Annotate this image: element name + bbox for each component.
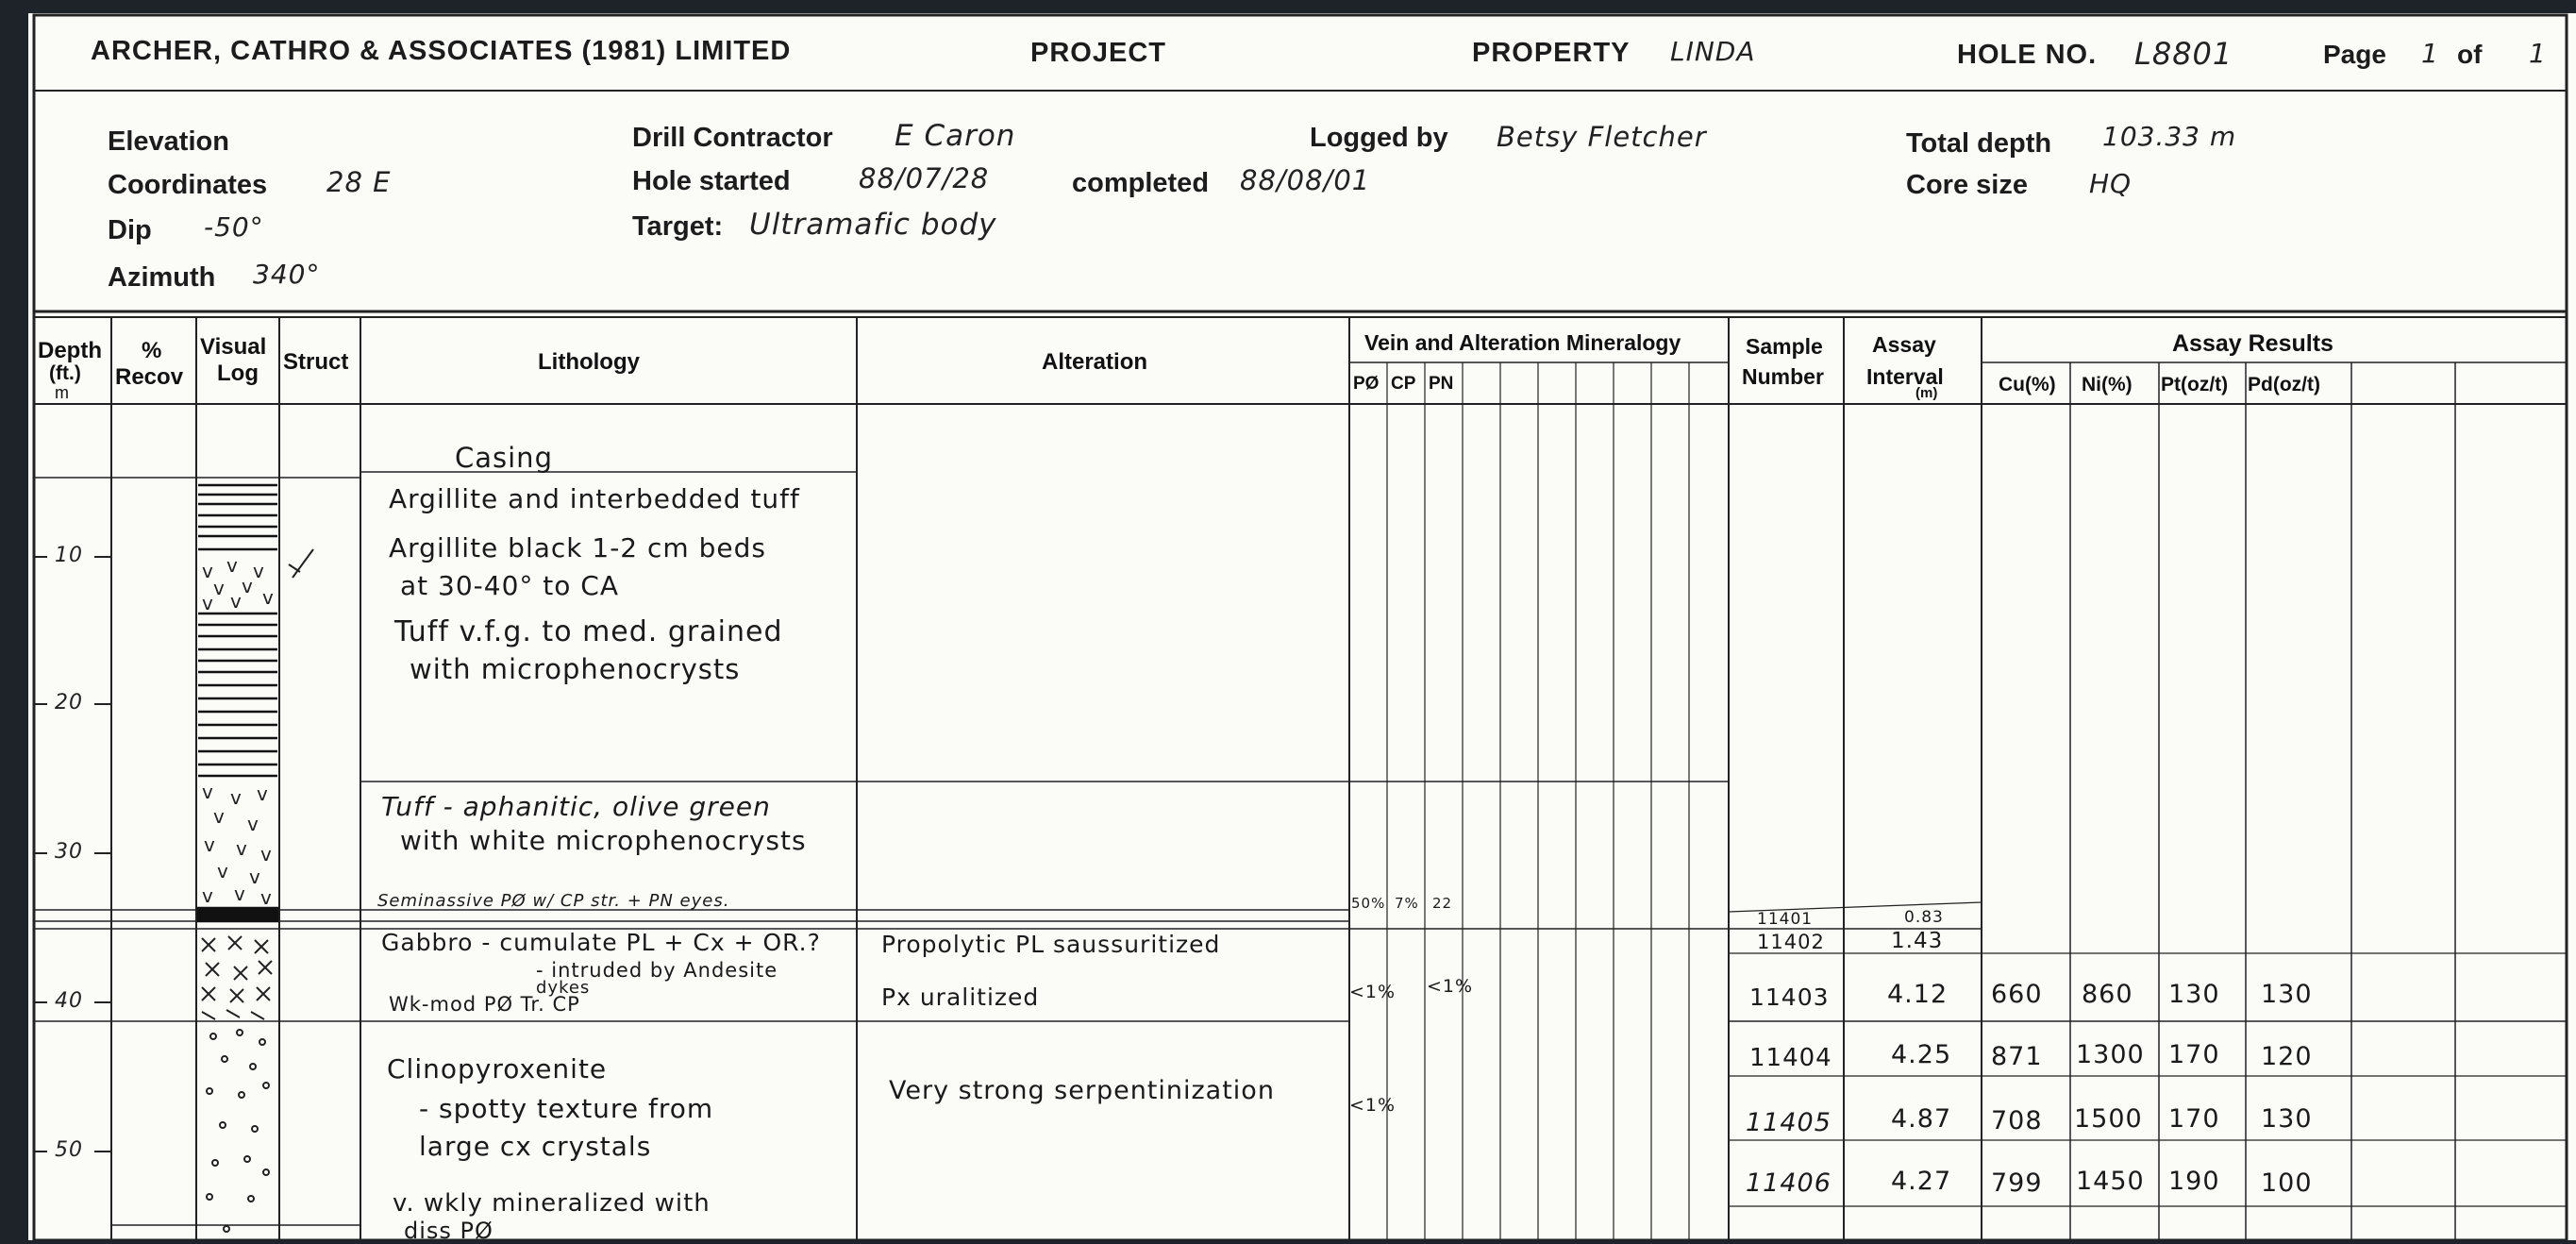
hole-no-value: L8801 — [2134, 36, 2233, 72]
col-visual: Visual — [200, 334, 267, 360]
page-of-label: of — [2457, 40, 2483, 69]
lithology-line: at 30-40° to CA — [400, 570, 620, 601]
lithology-line: with white microphenocrysts — [400, 825, 807, 856]
alteration-line: Propolytic PL saussuritized — [881, 931, 1221, 958]
assay-cu: 708 — [1991, 1106, 2043, 1135]
drill-contractor-value: E Caron — [895, 119, 1016, 153]
col-assay: Assay — [1872, 332, 1936, 357]
col-ni: Ni(%) — [2082, 374, 2133, 395]
sample-number: 11406 — [1746, 1168, 1832, 1198]
sample-interval: 4.87 — [1891, 1104, 1952, 1134]
assay-pd: 130 — [2261, 1104, 2313, 1134]
project-label: PROJECT — [1030, 38, 1166, 68]
sample-interval: 1.43 — [1891, 929, 1944, 953]
alteration-line: Very strong serpentinization — [889, 1076, 1275, 1105]
assay-ni: 1500 — [2074, 1104, 2143, 1134]
lithology-line: - spotty texture from — [419, 1093, 714, 1124]
sample-number: 11401 — [1757, 910, 1814, 929]
hole-no-label: HOLE NO. — [1957, 40, 2098, 70]
svg-text:v: v — [202, 781, 213, 803]
coordinates-label: Coordinates — [108, 170, 268, 200]
lithology-line: large cx crystals — [419, 1131, 652, 1162]
lithology-line: dykes — [536, 978, 591, 998]
svg-text:v: v — [226, 554, 238, 577]
sample-number: 11404 — [1749, 1044, 1832, 1072]
azimuth-label: Azimuth — [108, 262, 216, 293]
svg-text:v: v — [257, 782, 268, 805]
mineralogy-value: <1% — [1349, 1095, 1397, 1116]
lithology-line: Argillite black 1-2 cm beds — [389, 532, 766, 563]
svg-text:v: v — [262, 586, 274, 609]
svg-text:v: v — [236, 837, 247, 860]
col-pt: Pt(oz/t) — [2161, 374, 2229, 395]
mineralogy-value: 22 — [1432, 895, 1453, 912]
col-alteration: Alteration — [1042, 349, 1148, 375]
page-current: 1 — [2421, 38, 2439, 69]
completed-label: completed — [1072, 168, 1210, 198]
lithology-line: Tuff v.f.g. to med. grained — [394, 615, 783, 648]
page-total: 1 — [2529, 38, 2547, 69]
svg-text:v: v — [234, 883, 245, 905]
sample-interval: 4.25 — [1891, 1040, 1952, 1069]
col-log: Log — [217, 361, 259, 386]
assay-pd: 100 — [2261, 1168, 2313, 1198]
target-label: Target: — [632, 211, 724, 242]
col-sample: Sample — [1746, 334, 1823, 359]
col-interval-unit: (m) — [1915, 385, 1938, 401]
depth-mark-50: 50 — [55, 1138, 83, 1162]
depth-mark-40: 40 — [55, 989, 83, 1013]
lithology-line: Seminassive PØ w/ CP str. + PN eyes. — [377, 891, 730, 911]
core-size-value: HQ — [2089, 168, 2133, 199]
svg-text:v: v — [202, 592, 213, 614]
depth-mark-20: 20 — [55, 691, 83, 714]
col-lithology: Lithology — [538, 349, 640, 375]
col-pd: Pd(oz/t) — [2248, 374, 2320, 395]
assay-ni: 860 — [2082, 980, 2133, 1009]
svg-text:v: v — [247, 813, 259, 835]
assay-pt: 190 — [2168, 1167, 2220, 1196]
lithology-line: - intruded by Andesite — [536, 959, 778, 982]
lithology-line: Tuff - aphanitic, olive green — [381, 791, 771, 822]
dip-label: Dip — [108, 215, 152, 245]
assay-cu: 660 — [1991, 980, 2043, 1009]
elevation-label: Elevation — [108, 126, 229, 157]
target-value: Ultramafic body — [749, 208, 997, 242]
col-recov-pct: % — [142, 338, 162, 363]
depth-mark-10: 10 — [55, 544, 83, 567]
col-number: Number — [1742, 364, 1824, 389]
svg-text:v: v — [260, 886, 272, 909]
total-depth-value: 103.33 m — [2102, 121, 2237, 152]
svg-text:v: v — [260, 843, 272, 866]
svg-text:v: v — [202, 884, 213, 907]
assay-cu: 799 — [1991, 1168, 2043, 1198]
lithology-line: Wk-mod PØ Tr. CP — [389, 993, 580, 1016]
svg-text:v: v — [230, 786, 242, 809]
svg-text:v: v — [202, 560, 213, 582]
sample-number: 11403 — [1749, 983, 1830, 1011]
col-interval: Interval — [1866, 364, 1944, 389]
svg-text:v: v — [204, 833, 215, 856]
col-cu: Cu(%) — [1999, 374, 2056, 395]
mineralogy-value: 50% — [1351, 895, 1386, 912]
property-label: PROPERTY — [1472, 38, 1631, 68]
col-struct: Struct — [283, 349, 349, 375]
company-name: ARCHER, CATHRO & ASSOCIATES (1981) LIMITED — [91, 36, 792, 66]
core-size-label: Core size — [1906, 170, 2028, 200]
sample-interval: 4.12 — [1887, 980, 1949, 1009]
col-vein-po: PØ — [1353, 374, 1380, 394]
assay-ni: 1450 — [2076, 1167, 2145, 1196]
dip-value: -50° — [204, 211, 264, 243]
lithology-line: Clinopyroxenite — [387, 1053, 608, 1084]
mineralogy-value: <1% — [1349, 982, 1397, 1002]
col-assay-results: Assay Results — [2172, 330, 2333, 357]
total-depth-label: Total depth — [1906, 128, 2052, 159]
sample-interval: 0.83 — [1904, 908, 1944, 927]
lithology-line: v. wkly mineralized with — [393, 1189, 711, 1218]
lithology-line: Argillite and interbedded tuff — [389, 483, 800, 514]
svg-text:v: v — [213, 577, 225, 599]
sample-interval: 4.27 — [1891, 1167, 1952, 1196]
col-depth-unit-m: m — [55, 383, 69, 402]
assay-ni: 1300 — [2076, 1040, 2145, 1069]
assay-pt: 130 — [2168, 980, 2220, 1009]
logged-by-value: Betsy Fletcher — [1497, 121, 1707, 153]
svg-text:v: v — [242, 575, 253, 597]
sample-number: 11402 — [1757, 931, 1825, 953]
visual-log-gabbro — [202, 936, 272, 1019]
mineralogy-value: 7% — [1395, 895, 1419, 912]
mineralogy-value: <1% — [1427, 976, 1474, 997]
col-vein-cp: CP — [1391, 374, 1416, 394]
lithology-casing: Casing — [455, 442, 553, 474]
depth-mark-30: 30 — [55, 840, 83, 864]
svg-text:v: v — [253, 560, 264, 582]
coordinates-value: 28 E — [326, 166, 392, 198]
col-vein-pn: PN — [1429, 374, 1454, 394]
col-depth: Depth — [38, 338, 102, 363]
col-recov: Recov — [115, 364, 184, 390]
assay-pt: 170 — [2168, 1040, 2220, 1069]
azimuth-value: 340° — [253, 259, 321, 290]
property-value: LINDA — [1670, 36, 1756, 67]
lithology-line: diss PØ — [404, 1218, 493, 1244]
svg-text:v: v — [230, 590, 242, 613]
col-vein-mineralogy: Vein and Alteration Mineralogy — [1364, 330, 1681, 355]
assay-pd: 130 — [2261, 980, 2313, 1009]
visual-log-clinopyroxenite — [207, 1030, 269, 1232]
assay-pd: 120 — [2261, 1042, 2313, 1071]
svg-text:v: v — [249, 866, 260, 888]
assay-pt: 170 — [2168, 1104, 2220, 1134]
svg-text:v: v — [213, 805, 225, 828]
hole-started-label: Hole started — [632, 166, 791, 196]
completed-value: 88/08/01 — [1240, 164, 1371, 196]
visual-log-tuff — [202, 554, 274, 909]
lithology-line: Gabbro - cumulate PL + Cx + OR.? — [381, 929, 821, 956]
col-depth-unit: (ft.) — [49, 362, 81, 384]
drill-contractor-label: Drill Contractor — [632, 123, 833, 153]
svg-text:v: v — [217, 860, 228, 883]
alteration-line: Px uralitized — [881, 983, 1040, 1011]
page-label: Page — [2323, 40, 2386, 69]
lithology-line: with microphenocrysts — [410, 653, 741, 685]
logged-by-label: Logged by — [1310, 123, 1448, 153]
hole-started-value: 88/07/28 — [859, 162, 990, 194]
assay-cu: 871 — [1991, 1042, 2043, 1071]
sample-number: 11405 — [1746, 1108, 1832, 1137]
